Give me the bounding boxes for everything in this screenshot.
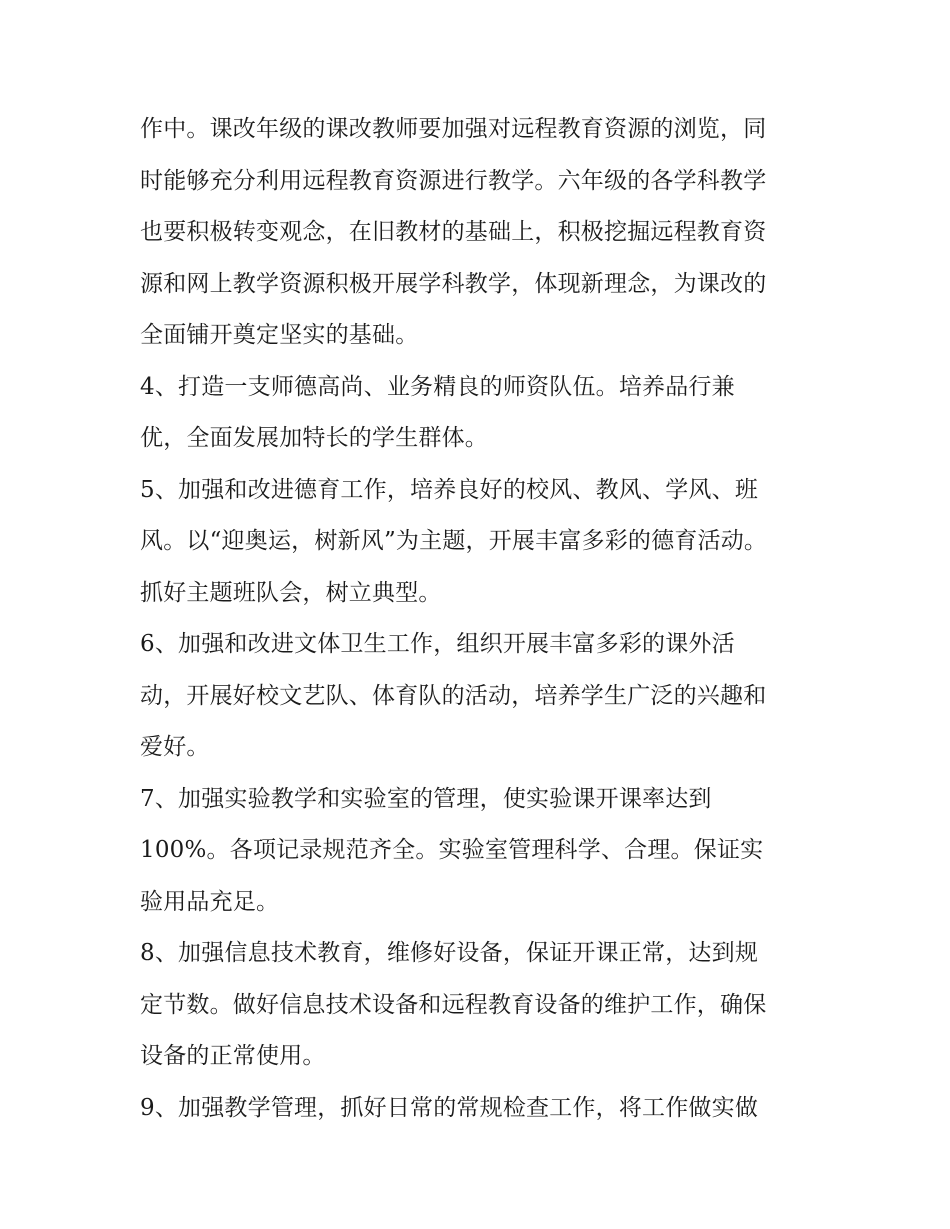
text-line: 4、打造一支师德高尚、业务精良的师资队伍。培养品行兼 — [140, 373, 735, 400]
text-line: 7、加强实验教学和实验室的管理，使实验课开课率达到 — [140, 785, 712, 812]
text-line: 爱好。 — [140, 734, 210, 760]
text-line: 动，开展好校文艺队、体育队的活动，培养学生广泛的兴趣和 — [140, 682, 767, 709]
text-line: 也要积极转变观念，在旧教材的基础上，积极挖掘远程教育资 — [140, 219, 767, 245]
text-line: 全面铺开奠定坚实的基础。 — [140, 322, 419, 348]
text-line: 验用品充足。 — [140, 888, 280, 915]
text-line: 8、加强信息技术教育，维修好设备，保证开课正常，达到规 — [140, 940, 759, 966]
text-line: 定节数。做好信息技术设备和远程教育设备的维护工作，确保 — [140, 991, 767, 1018]
text-line: 作中。课改年级的课改教师要加强对远程教育资源的浏览，同 — [140, 116, 767, 142]
text-line: 100%。各项记录规范齐全。实验室管理科学、合理。保证实 — [140, 837, 764, 863]
text-line: 6、加强和改进文体卫生工作，组织开展丰富多彩的课外活 — [140, 631, 735, 657]
body-text — [140, 104, 820, 1134]
text-line: 时能够充分利用远程教育资源进行教学。六年级的各学科教学 — [140, 167, 767, 194]
text-line: 5、加强和改进德育工作，培养良好的校风、教风、学风、班 — [140, 476, 759, 503]
text-line: 风。以“迎奥运，树新风”为主题，开展丰富多彩的德育活动。 — [140, 528, 768, 554]
text-line: 源和网上教学资源积极开展学科教学，体现新理念，为课改的 — [140, 270, 767, 297]
text-line: 抓好主题班队会，树立典型。 — [140, 579, 442, 606]
text-line: 设备的正常使用。 — [140, 1043, 326, 1069]
text-line: 9、加强教学管理，抓好日常的常规检查工作，将工作做实做 — [140, 1094, 759, 1121]
text-line: 优，全面发展加特长的学生群体。 — [140, 425, 488, 451]
